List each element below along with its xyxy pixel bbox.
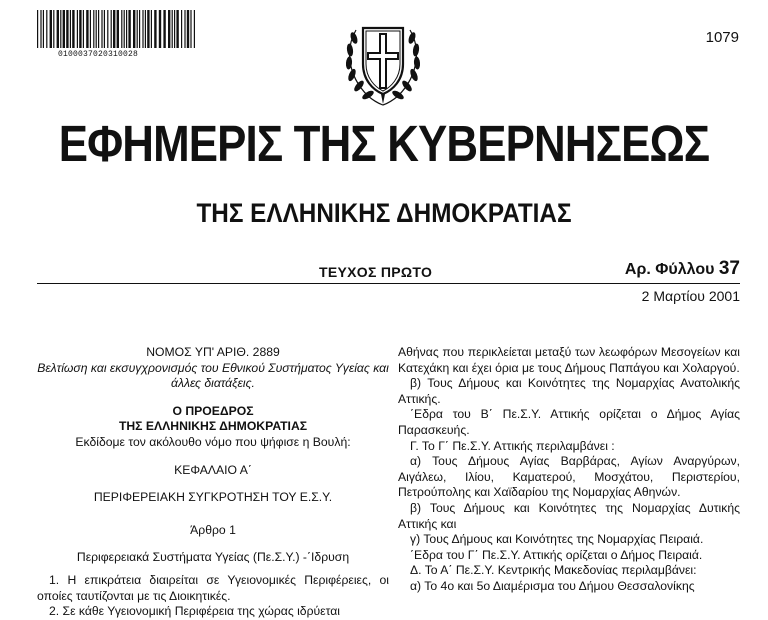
paragraph: α) Το 4ο και 5ο Διαμέρισμα του Δήμου Θεσσαλονίκης (410, 578, 695, 593)
sheet-label: Αρ. Φύλλου (624, 261, 715, 278)
paragraph: γ) Τους Δήμους και Κοινότητες της Νομαρχίας Πειραιά. (410, 532, 704, 547)
law-subtitle: Βελτίωση και εκσυγχρονισμός του Εθνικού Συστήματος Υγείας και άλλες διατάξεις. (37, 360, 389, 391)
paragraph: Δ. Το Α΄ Πε.Σ.Υ. Κεντρικής Μακεδονίας περιλαμβάνει: (410, 563, 697, 578)
paragraph: β) Τους Δήμους και Κοινότητες της Νομαρχίας Ανατολικής Αττικής. (398, 376, 740, 406)
sheet-number: 37 (718, 258, 740, 279)
greek-coat-of-arms-icon (338, 12, 428, 112)
paragraph: Γ. Το Γ΄ Πε.Σ.Υ. Αττικής περιλαμβάνει : (410, 438, 615, 453)
paragraph: ΄Εδρα του Β΄ Πε.Σ.Υ. Αττικής ορίζεται ο Δήμος Αγίας Παρασκευής. (398, 407, 740, 437)
law-title: ΝΟΜΟΣ ΥΠ' ΑΡΙΘ. 2889 (146, 345, 280, 359)
barcode (37, 10, 199, 48)
chapter-heading: ΚΕΦΑΛΑΙΟ Α΄ (174, 462, 252, 477)
article-title: Περιφερειακά Συστήματα Υγείας (Πε.Σ.Υ.) -΄Ιδρυση (76, 550, 350, 565)
left-column (37, 345, 389, 620)
paragraph: β) Τους Δήμους και Κοινότητες της Νομαρχίας Δυτικής Αττικής και (398, 500, 740, 531)
gazette-title: ΕΦΗΜΕΡΙΣ ΤΗΣ ΚΥΒΕΡΝΗΣΕΩΣ (58, 115, 710, 172)
paragraph: α) Τους Δήμους Αγίας Βαρβάρας, Αγίων Αναργύρων, Αιγάλεω, Ιλίου, Καματερού, Μοσχάτου, Περιστερίου, Πετρούπολης και Χαϊδαρίου της Νομαρχίας Αθηνών. (398, 454, 740, 500)
header-divider (37, 283, 740, 284)
paragraph-1: 1. Η επικράτεια διαιρείται σε Υγειονομικές Περιφέρειες, οι οποίες ταυτίζονται με τις Διοικητικές. (37, 572, 389, 603)
page-number: 1079 (705, 29, 739, 46)
paragraph: Αθήνας που περικλείεται μεταξύ των λεωφόρων Μεσογείων και Κατεχάκη και έχει όρια με τους Δήμους Παπάγου και Χολαργού. (398, 345, 740, 375)
sheet-number-label (625, 258, 740, 280)
paragraph: ΄Εδρα του Γ΄ Πε.Σ.Υ. Αττικής ορίζεται ο Δήμος Πειραιά. (410, 547, 703, 562)
gazette-subtitle: ΤΗΣ ΕΛΛΗΝΙΚΗΣ ΔΗΜΟΚΡΑΤΙΑΣ (196, 198, 572, 228)
barcode-number: 0100037020310028 (58, 50, 139, 59)
issue-type: ΤΕΥΧΟΣ ΠΡΩΤΟ (319, 264, 433, 280)
paragraph-2: 2. Σε κάθε Υγειονομική Περιφέρεια της χώρας ιδρύεται (49, 604, 340, 619)
president-heading-2: ΤΗΣ ΕΛΛΗΝΙΚΗΣ ΔΗΜΟΚΡΑΤΙΑΣ (118, 419, 308, 434)
issue-date: 2 Μαρτίου 2001 (641, 288, 740, 304)
president-heading: Ο ΠΡΟΕΔΡΟΣ (172, 403, 254, 418)
right-column (398, 345, 740, 595)
article-heading: Άρθρο 1 (190, 522, 236, 537)
chapter-title: ΠΕΡΙΦΕΡΕΙΑΚΗ ΣΥΓΚΡΟΤΗΣΗ ΤΟΥ Ε.Σ.Υ. (93, 490, 333, 505)
promulgation-text: Εκδίδομε τον ακόλουθο νόμο που ψήφισε η Βουλή: (75, 434, 351, 449)
